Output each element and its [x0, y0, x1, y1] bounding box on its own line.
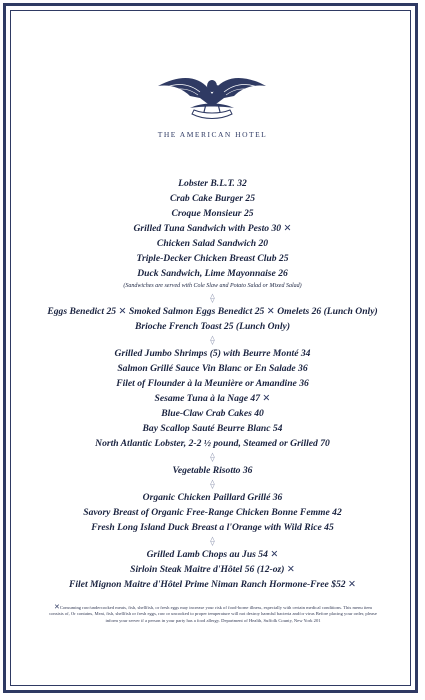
- menu-item: Crab Cake Burger 25: [169, 193, 256, 204]
- menu-item-eggs: Eggs Benedict 25 ✕ Smoked Salmon Eggs Benedict 25 ✕ Omelets 26 (Lunch Only): [47, 306, 378, 317]
- menu-item: North Atlantic Lobster, 2-2 ½ pound, Steamed or Grilled 70: [95, 438, 330, 449]
- menu-item: Croque Monsieur 25: [171, 208, 254, 219]
- menu-items: [40, 176, 385, 592]
- raw-warning-icon: ✕: [270, 549, 279, 560]
- divider-ornament-icon: ⟠: [210, 452, 215, 462]
- sandwiches-note: (Sandwiches are served with Cole Slaw and Potato Salad or Mixed Salad): [123, 283, 302, 289]
- health-disclaimer: [48, 604, 378, 624]
- menu-item: Grilled Tuna Sandwich with Pesto 30 ✕: [133, 223, 292, 234]
- divider-ornament-icon: ⟠: [210, 335, 215, 345]
- menu-item: Sesame Tuna à la Nage 47 ✕: [154, 393, 271, 404]
- menu-item: Blue-Claw Crab Cakes 40: [161, 408, 264, 419]
- raw-warning-icon: ✕: [266, 306, 275, 317]
- menu-item: Sirloin Steak Maitre d'Hôtel 56 (12-oz) ✕: [130, 564, 295, 575]
- menu-item: Vegetable Risotto 36: [172, 465, 253, 476]
- menu-item: Chicken Salad Sandwich 20: [156, 238, 269, 249]
- menu-item: Filet of Flounder à la Meunière or Amandine 36: [116, 378, 309, 389]
- eagle-logo-icon: [150, 64, 274, 126]
- menu-item: Fresh Long Island Duck Breast a l'Orange with Wild Rice 45: [91, 522, 334, 533]
- hotel-name: THE AMERICAN HOTEL: [157, 130, 268, 139]
- raw-warning-icon: ✕: [54, 603, 60, 611]
- raw-warning-icon: ✕: [348, 579, 357, 590]
- menu-item: Salmon Grillé Sauce Vin Blanc or En Salade 36: [117, 363, 308, 374]
- raw-warning-icon: ✕: [286, 564, 295, 575]
- menu-item: Grilled Lamb Chops au Jus 54 ✕: [146, 549, 279, 560]
- raw-warning-icon: ✕: [283, 223, 292, 234]
- menu-item: Grilled Jumbo Shrimps (5) with Beurre Monté 34: [114, 348, 311, 359]
- disclaimer-text: Consuming raw/undercooked meats, fish, shellfish, or fresh eggs may increase your risk of food-borne illness, especially with certain medical conditions. This menu item consists of, Or contains, Meat, fish, shellfish or fresh eggs, raw or uncooked to proper temperature will not destroy harmful bacteria and/or virus Before placing your order, please inform your server if a person in your party has a food allergy. Department of Health, Suffolk County, New York 201: [49, 605, 377, 623]
- divider-ornament-icon: ⟠: [210, 479, 215, 489]
- raw-warning-icon: ✕: [262, 393, 271, 404]
- menu-item: Lobster B.L.T. 32: [178, 178, 247, 189]
- menu-item: Savory Breast of Organic Free-Range Chicken Bonne Femme 42: [83, 507, 342, 518]
- menu-item: Organic Chicken Paillard Grillé 36: [142, 492, 283, 503]
- menu-item: Brioche French Toast 25 (Lunch Only): [134, 321, 291, 332]
- menu-item: Filet Mignon Maitre d'Hôtel Prime Niman Ranch Hormone-Free $52 ✕: [68, 579, 357, 590]
- divider-ornament-icon: ⟠: [210, 536, 215, 546]
- menu-item: Triple-Decker Chicken Breast Club 25: [136, 253, 289, 264]
- menu-item: Bay Scallop Sauté Beurre Blanc 54: [142, 423, 283, 434]
- menu-item: Duck Sandwich, Lime Mayonnaise 26: [137, 268, 288, 279]
- divider-ornament-icon: ⟠: [210, 293, 215, 303]
- raw-warning-icon: ✕: [118, 306, 127, 317]
